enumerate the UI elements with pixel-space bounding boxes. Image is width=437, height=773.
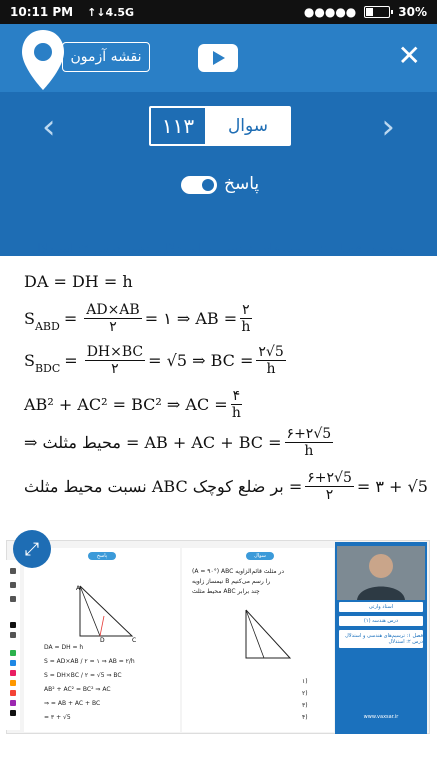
prev-question-chevron-icon[interactable]: ‹ [42,107,56,147]
color-swatch[interactable] [10,710,16,716]
color-swatch[interactable] [10,680,16,686]
pen-icon[interactable] [10,568,16,574]
solution-line: نسبت محیط مثلث ABC بر ضلع کوچک = ۶+۲√5 ۲ = ۳ + √5 [24,470,428,503]
network-indicator: ↑↓4.5G [87,5,135,19]
answer-toggle[interactable] [181,176,217,194]
question-page-thumbnail: سوال (A = ۹۰°) ABC در مثلث قائم‌الزاویه نیمساز زاویه B را رسم می‌کنیم محیط مثلث ABC چند برابر ۱) ۲) ۳) ۴) [182,548,334,732]
color-swatch[interactable] [10,670,16,676]
teacher-avatar [337,546,425,600]
triangle-figure [70,584,150,642]
signal-icon: ●●●●● [303,5,357,19]
solution-line: DA = DH = h [24,272,133,291]
color-swatch[interactable] [10,690,16,696]
youtube-play-icon[interactable] [198,44,238,72]
map-pin-icon[interactable] [18,28,68,94]
solution-line: AB² + AC² = BC² ⇒ AC = ۴ h [24,388,241,421]
exam-map-button[interactable]: نقشه آزمون [62,42,150,72]
triangle-figure [238,608,298,664]
site-footer: www.vaxsar.ir [363,714,399,720]
drawing-toolbar [6,560,20,730]
breadcrumb: هندسه، فصل ۱: ترسیم‌های هندسی و استدلال، دهم- درس ۲: استدلال [31,242,406,256]
question-indicator [149,106,291,146]
solution-line: S ABD = AD×AB ۲ = ۱ ⇒ AB = ۲ h [24,302,251,335]
color-swatch[interactable] [10,650,16,656]
status-time: 10:11 PM [10,5,74,19]
chapter-name: فصل ۱: ترسیم‌های هندسی و استدلال درس ۲: استدلال [339,630,423,648]
status-bar [0,0,437,24]
close-icon[interactable]: ✕ [397,39,421,72]
battery-level: 30% [398,5,427,19]
solution-line: ⇒ محیط مثلث = AB + AC + BC = $\frac{۶+۲√5}{h}$ [24,426,332,459]
color-swatch[interactable] [10,660,16,666]
eraser-icon[interactable] [10,596,16,602]
teacher-panel [335,542,427,734]
color-swatch[interactable] [10,622,16,628]
question-label: سوال [207,108,289,144]
color-swatch[interactable] [10,632,16,638]
answer-tag: پاسخ [88,552,116,560]
course-name: درس هندسه (۱) [339,616,423,626]
battery-icon [364,6,390,18]
svg-text:A: A [76,585,81,592]
question-header [0,24,437,256]
expand-arrows-icon[interactable]: ⤢ [13,530,51,568]
answer-page-thumbnail: پاسخ A D C DA = DH = h S = AD×AB / ۲ = ۱ ⇒ AB = ۲/h S = DH×BC / ۲ = √5 ⇒ BC AB² + AC² = BC² ⇒ AC ⇒ = AB + AC + BC = ۳ + √5 [24,548,180,732]
svg-text:D: D [100,637,105,642]
teacher-name: استاد وارثی [339,602,423,612]
color-swatch[interactable] [10,700,16,706]
question-number: ۱۱۳ [151,108,207,144]
pen-icon[interactable] [10,582,16,588]
solution-line: S BDC = DH×BC ۲ = √5 ⇒ BC = $\frac{۲√5}{h}$ [24,344,284,377]
svg-text:C: C [132,637,137,642]
answer-label: پاسخ [224,174,260,194]
question-tag: سوال [246,552,274,560]
next-question-chevron-icon[interactable]: › [381,107,395,147]
